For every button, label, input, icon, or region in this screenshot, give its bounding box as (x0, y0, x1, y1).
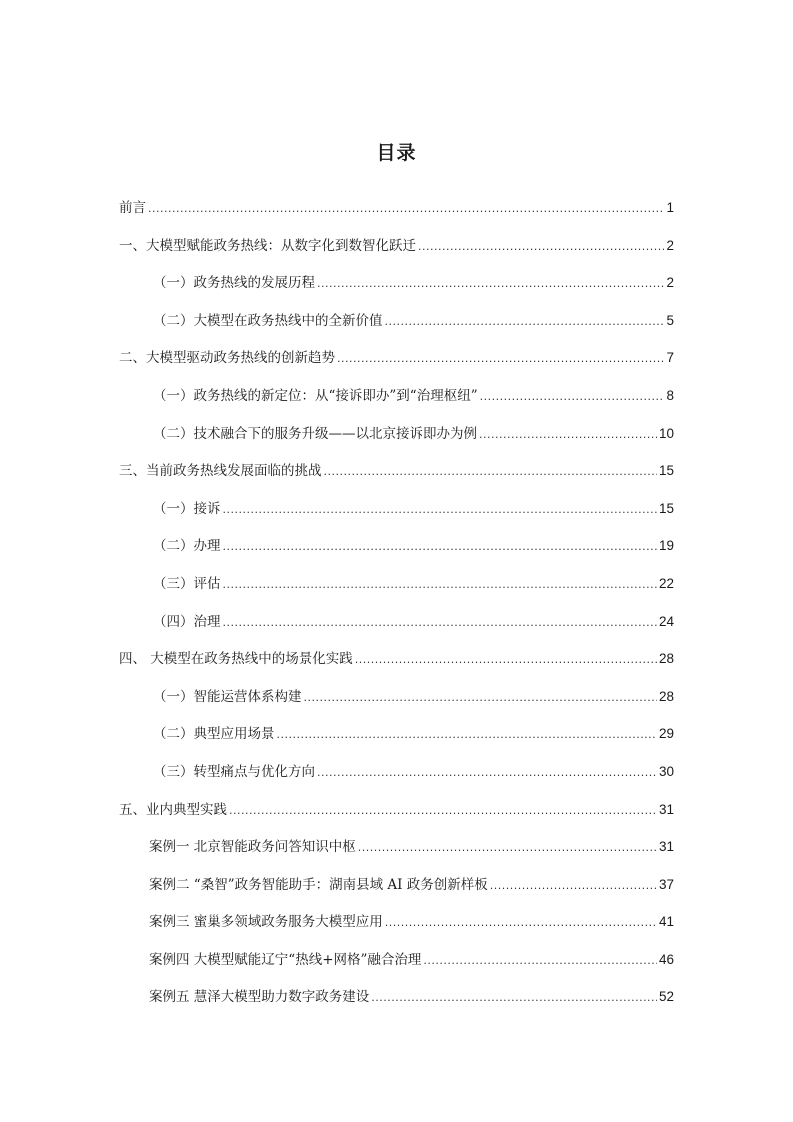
toc-entry-label: （一）智能运营体系构建 (153, 688, 302, 705)
toc-entry[interactable] (119, 534, 674, 572)
toc-entry-page-number: 8 (666, 387, 674, 403)
dot-leader (385, 916, 657, 929)
dot-leader (480, 390, 665, 403)
dot-leader (355, 653, 657, 666)
dot-leader (479, 428, 657, 441)
toc-entry[interactable] (119, 572, 674, 610)
dot-leader (371, 991, 657, 1004)
toc-entry[interactable] (119, 309, 674, 347)
dot-leader (223, 578, 657, 591)
dot-leader (223, 540, 657, 553)
toc-entry-page-number: 2 (666, 237, 674, 253)
toc-entry-page-number: 29 (658, 726, 674, 742)
toc-entry-page-number: 37 (658, 876, 674, 892)
toc-entry-page-number: 46 (658, 951, 674, 967)
toc-entry[interactable] (119, 873, 674, 911)
toc-entry-page-number: 31 (658, 839, 674, 855)
toc-entry-page-number: 15 (658, 463, 674, 479)
toc-entry-label: （四）治理 (153, 613, 221, 630)
dot-leader (229, 804, 657, 817)
toc-entry[interactable] (119, 685, 674, 723)
dot-leader (148, 202, 664, 215)
dot-leader (423, 954, 657, 967)
toc-entry-page-number: 28 (658, 688, 674, 704)
toc-entry-label: 案例三 蜜巢多领域政务服务大模型应用 (149, 914, 383, 931)
toc-entry-label: （一）接诉 (153, 500, 221, 517)
toc-entry-label: 案例二 “桑智”政务智能助手：湖南县域 AI 政务创新样板 (149, 876, 488, 893)
toc-entry[interactable] (119, 610, 674, 648)
toc-entry-label: 三、当前政务热线发展面临的挑战 (119, 463, 322, 480)
toc-entry-page-number: 30 (658, 763, 674, 779)
dot-leader (324, 465, 657, 478)
dot-leader (317, 277, 664, 290)
toc-entry-label: （二）办理 (153, 538, 221, 555)
dot-leader (317, 766, 657, 779)
dot-leader (277, 728, 657, 741)
dot-leader (223, 616, 657, 629)
table-of-contents (119, 196, 674, 1023)
dot-leader (385, 315, 665, 328)
dot-leader (337, 352, 664, 365)
toc-entry-page-number: 28 (658, 651, 674, 667)
toc-entry-page-number: 19 (658, 538, 674, 554)
toc-entry-label: （一）政务热线的发展历程 (153, 275, 315, 292)
toc-entry[interactable] (119, 760, 674, 798)
toc-entry-page-number: 41 (658, 914, 674, 930)
toc-entry[interactable] (119, 798, 674, 836)
dot-leader (304, 691, 657, 704)
toc-entry[interactable] (119, 196, 674, 234)
toc-entry[interactable] (119, 271, 674, 309)
toc-entry-label: （三）评估 (153, 575, 221, 592)
toc-entry-label: 五、业内典型实践 (119, 801, 227, 818)
toc-entry-label: （二）典型应用场景 (153, 726, 275, 743)
toc-entry[interactable] (119, 647, 674, 685)
toc-entry-page-number: 31 (658, 801, 674, 817)
toc-entry-label: （三）转型痛点与优化方向 (153, 763, 315, 780)
dot-leader (358, 841, 657, 854)
page-title: 目录 (376, 142, 417, 164)
dot-leader (418, 240, 664, 253)
toc-entry[interactable] (119, 948, 674, 986)
toc-entry[interactable] (119, 985, 674, 1023)
toc-entry[interactable] (119, 459, 674, 497)
dot-leader (490, 879, 657, 892)
toc-entry-page-number: 5 (666, 312, 674, 328)
toc-entry-label: 二、大模型驱动政务热线的创新趋势 (119, 350, 335, 367)
toc-entry[interactable] (119, 835, 674, 873)
toc-entry-label: 前言 (119, 200, 146, 216)
toc-entry-page-number: 24 (658, 613, 674, 629)
toc-entry-page-number: 10 (658, 425, 674, 441)
toc-entry-page-number: 15 (658, 500, 674, 516)
toc-entry-label: 案例五 慧泽大模型助力数字政务建设 (149, 989, 370, 1006)
toc-entry[interactable] (119, 384, 674, 422)
toc-entry[interactable] (119, 346, 674, 384)
toc-entry-label: 案例一 北京智能政务问答知识中枢 (149, 839, 356, 856)
toc-entry-page-number: 7 (666, 350, 674, 366)
toc-entry-label: （二）技术融合下的服务升级——以北京接诉即办为例 (153, 425, 477, 442)
toc-entry[interactable] (119, 910, 674, 948)
toc-entry-page-number: 1 (666, 200, 674, 215)
toc-entry[interactable] (119, 722, 674, 760)
toc-entry-page-number: 22 (658, 575, 674, 591)
toc-entry-label: 一、大模型赋能政务热线：从数字化到数智化跃迁 (119, 237, 416, 254)
toc-entry-label: （一）政务热线的新定位：从“接诉即办”到“治理枢纽” (153, 387, 478, 404)
toc-entry-label: 案例四 大模型赋能辽宁“热线+网格”融合治理 (149, 951, 422, 968)
toc-entry-page-number: 52 (658, 989, 674, 1005)
dot-leader (223, 503, 657, 516)
toc-entry-label: 四、 大模型在政务热线中的场景化实践 (119, 651, 353, 668)
toc-entry-label: （二）大模型在政务热线中的全新价值 (153, 312, 383, 329)
toc-entry[interactable] (119, 497, 674, 535)
toc-entry[interactable] (119, 422, 674, 460)
toc-entry[interactable] (119, 234, 674, 272)
toc-entry-page-number: 2 (666, 275, 674, 291)
